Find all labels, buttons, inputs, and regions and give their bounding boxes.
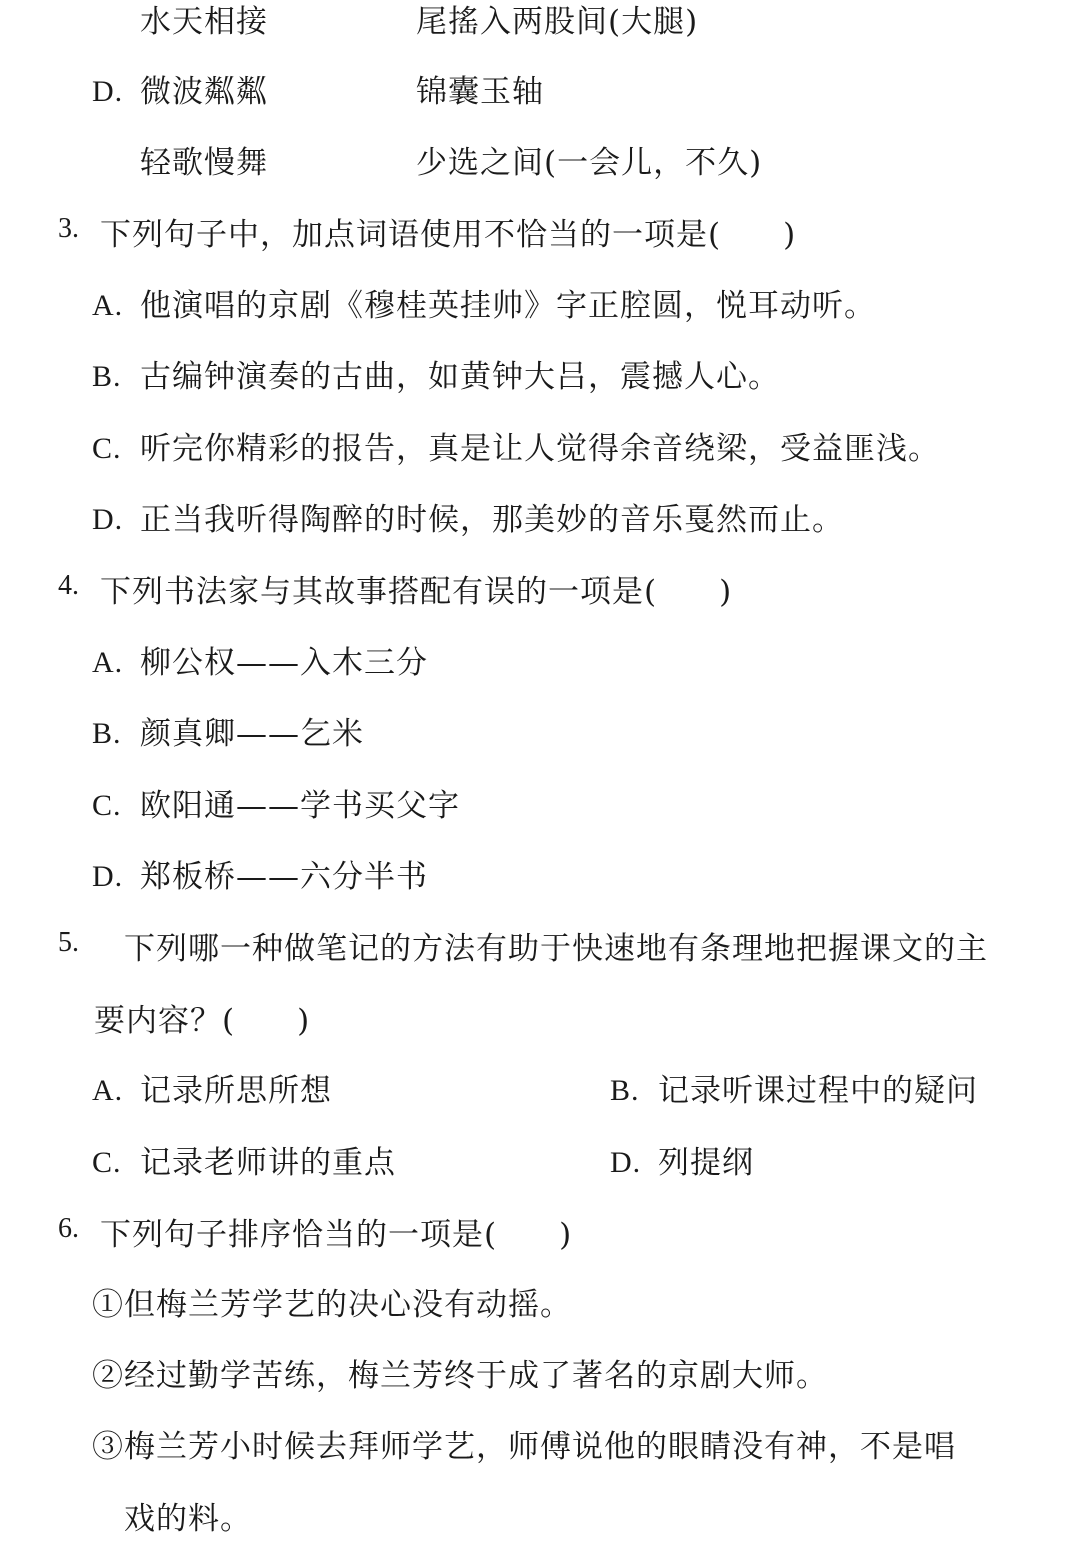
q4-option-d-text: 郑板桥——六分半书 xyxy=(140,859,428,895)
q6-item-3 xyxy=(92,1427,956,1467)
q4-option-b-letter: B. xyxy=(92,717,122,750)
q4-number: 4. xyxy=(58,570,79,601)
q5-option-b-letter: B. xyxy=(610,1074,640,1107)
q6-item-3-continuation: 戏的料。 xyxy=(124,1501,252,1537)
q3-option-d-text: 正当我听得陶醉的时候，那美妙的音乐戛然而止。 xyxy=(140,502,844,538)
q2-option-d-right: 锦囊玉轴 xyxy=(416,74,544,110)
q5-number: 5. xyxy=(58,927,79,958)
q5-stem-close: ) xyxy=(297,1003,311,1039)
q2-row3-right: 少选之间(一会儿，不久) xyxy=(416,145,763,181)
q2-option-d-letter: D. xyxy=(92,75,124,108)
q3-stem xyxy=(100,215,796,255)
q3-option-c-text: 听完你精彩的报告，真是让人觉得余音绕梁，受益匪浅。 xyxy=(140,431,940,467)
q5-option-d-text: 列提纲 xyxy=(658,1145,754,1181)
q4-option-c-letter: C. xyxy=(92,789,122,822)
q4-stem-text: 下列书法家与其故事搭配有误的一项是( xyxy=(100,574,658,610)
q3-stem-close: ) xyxy=(783,217,797,253)
q4-option-d-letter: D. xyxy=(92,860,124,893)
q4-option-b-text: 颜真卿——乞米 xyxy=(140,716,364,752)
q3-number: 3. xyxy=(58,213,79,244)
q3-option-b-text: 古编钟演奏的古曲，如黄钟大吕，震撼人心。 xyxy=(140,359,780,395)
q6-item-1-mark: ① xyxy=(92,1287,124,1323)
q4-option-c-text: 欧阳通——学书买父字 xyxy=(140,788,460,824)
q6-item-1-text: 但梅兰芳学艺的决心没有动摇。 xyxy=(124,1287,572,1323)
q6-item-2-text: 经过勤学苦练，梅兰芳终于成了著名的京剧大师。 xyxy=(124,1358,828,1394)
q5-stem-line2 xyxy=(94,1001,310,1041)
q4-option-a-text: 柳公权——入木三分 xyxy=(140,645,428,681)
q6-item-3-text: 梅兰芳小时候去拜师学艺，师傅说他的眼睛没有神，不是唱 xyxy=(124,1429,956,1465)
q3-option-c-letter: C. xyxy=(92,432,122,465)
q6-item-2-mark: ② xyxy=(92,1358,124,1394)
q5-option-a-letter: A. xyxy=(92,1074,124,1107)
q5-stem-text: 要内容？( xyxy=(94,1003,236,1039)
q2-row1-left: 水天相接 xyxy=(140,4,268,40)
q5-stem-line1: 下列哪一种做笔记的方法有助于快速地有条理地把握课文的主 xyxy=(124,931,988,967)
q2-row3-left: 轻歌慢舞 xyxy=(140,145,268,181)
q3-option-b-letter: B. xyxy=(92,360,122,393)
q5-option-d-letter: D. xyxy=(610,1146,642,1179)
q4-stem-close: ) xyxy=(719,574,733,610)
q3-stem-text: 下列句子中，加点词语使用不恰当的一项是( xyxy=(100,217,722,253)
q3-option-d-letter: D. xyxy=(92,503,124,536)
q5-option-c-text: 记录老师讲的重点 xyxy=(140,1145,396,1181)
q6-stem-close: ) xyxy=(559,1217,573,1253)
q6-item-2 xyxy=(92,1356,828,1396)
q5-option-b-text: 记录听课过程中的疑问 xyxy=(658,1073,978,1109)
q5-option-c-letter: C. xyxy=(92,1146,122,1179)
q4-option-a-letter: A. xyxy=(92,646,124,679)
q3-option-a-text: 他演唱的京剧《穆桂英挂帅》字正腔圆，悦耳动听。 xyxy=(140,288,876,324)
q2-row1-right: 尾搖入两股间(大腿) xyxy=(416,4,699,40)
q4-stem xyxy=(100,572,732,612)
q6-number: 6. xyxy=(58,1213,79,1244)
q6-stem xyxy=(100,1215,572,1255)
q5-option-a-text: 记录所思所想 xyxy=(140,1073,332,1109)
q3-option-a-letter: A. xyxy=(92,289,124,322)
q2-option-d-left: 微波粼粼 xyxy=(140,74,268,110)
q6-stem-text: 下列句子排序恰当的一项是( xyxy=(100,1217,498,1253)
q6-item-3-mark: ③ xyxy=(92,1429,124,1465)
q6-item-1 xyxy=(92,1285,572,1325)
